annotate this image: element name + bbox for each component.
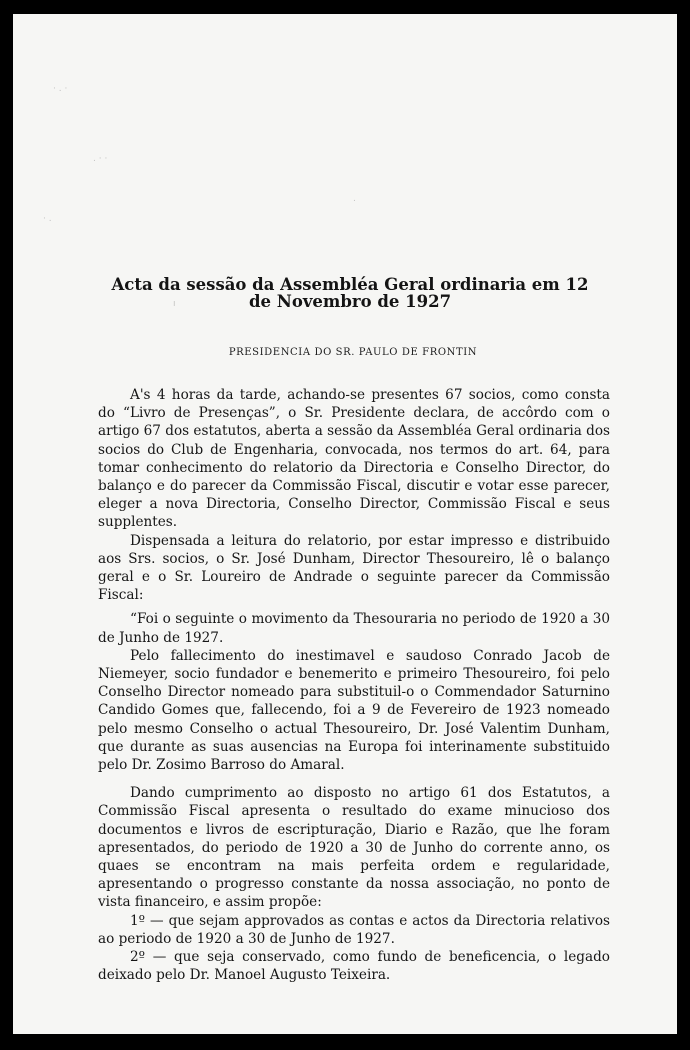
paragraph-proposal-2: 2º — que seja conservado, como fundo de beneficencia, o legado deixado pelo Dr. Manoel Augusto Teixeira. (98, 949, 610, 984)
document-title: Acta da sessão da Assembléa Geral ordinaria em 12 de Novembro de 1927 (111, 275, 589, 311)
paper-speck: ı (173, 299, 176, 309)
document-body (98, 386, 610, 985)
paper-speck: · . · (53, 84, 68, 94)
paragraph-report: Dispensada a leitura do relatorio, por estar impresso e distribuido aos Srs. socios, o Sr. José Dunham, Director Thesoureiro, lê o balanço geral e o Sr. Loureiro de Andrade o seguinte parecer da Commissão Fiscal: (98, 532, 610, 604)
paragraph-treasury-movement: “Foi o seguinte o movimento da Thesouraria no periodo de 1920 a 30 de Junho de 1927. (98, 611, 610, 646)
document-subtitle: PRESIDENCIA DO SR. PAULO DE FRONTIN (228, 347, 478, 358)
paragraph-treasurer-succession: Pelo fallecimento do inestimavel e saudoso Conrado Jacob de Niemeyer, socio fundador e benemerito e primeiro Thesoureiro, foi pelo Conselho Director nomeado para substituil-o o Commendador Saturnino Candido Gomes que, fallecendo, foi a 9 de Fevereiro de 1923 nomeado pelo mesmo Conselho o actual Thesoureiro, Dr. José Valentim Dunham, que durante as suas ausencias na Europa foi interinamente substituido pelo Dr. Zosimo Barroso do Amaral. (98, 647, 610, 774)
paragraph-proposal-1: 1º — que sejam approvados as contas e actos da Directoria relativos ao periodo de 1920 a 30 de Junho de 1927. (98, 912, 610, 947)
document-page (13, 14, 677, 1034)
paragraph-fiscal-commission: Dando cumprimento ao disposto no artigo 61 dos Estatutos, a Commissão Fiscal apresenta o resultado do exame minucioso dos documentos e livros de escripturação, Diario e Razão, que lhe foram apresentados, do periodo de 1920 a 30 de Junho do corrente anno, os quaes se encontram na mais perfeita ordem e regularidade, apresentando o progresso constante da nossa associação, no ponto de vista financeiro, e assim propõe: (98, 785, 610, 911)
paragraph-opening: A's 4 horas da tarde, achando-se presentes 67 socios, como consta do “Livro de Presenças”, o Sr. Presidente declara, de accôrdo com o artigo 67 dos estatutos, aberta a sessão da Assembléa Geral ordinaria dos socios do Club de Engenharia, convocada, nos termos do art. 64, para tomar conhecimento do relatorio da Directoria e Conselho Director, do balanço e do parecer da Commissão Fiscal, discutir e votar esse parecer, eleger a nova Directoria, Conselho Director, Commissão Fiscal e seus supplentes. (98, 387, 610, 531)
paper-speck: . (353, 194, 356, 204)
paper-speck: · . (43, 214, 52, 224)
paper-speck: . · · (93, 154, 108, 164)
